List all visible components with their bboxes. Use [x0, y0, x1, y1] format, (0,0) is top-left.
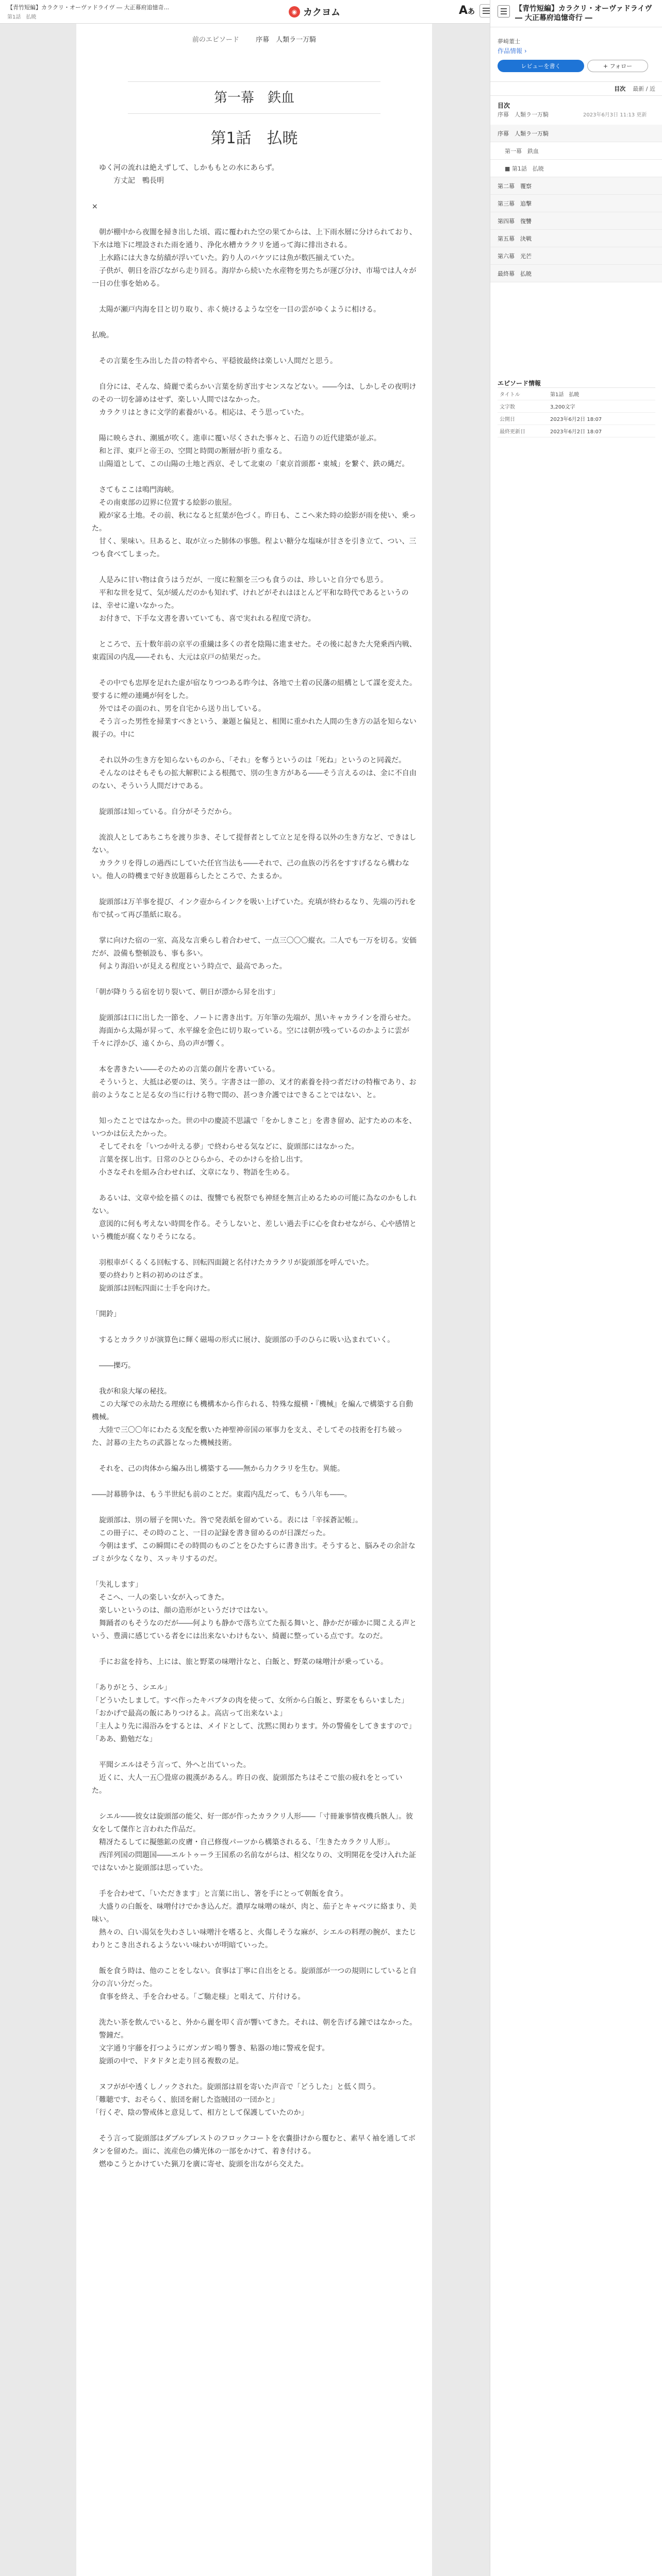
toc-section-item[interactable]: 第六幕 光芒	[490, 247, 662, 265]
author-name[interactable]: 夢崎董士	[498, 38, 520, 45]
breadcrumb	[76, 34, 432, 44]
work-title-link[interactable]: 【青竹短編】カラクリ・オーヴァドライヴ ― 大正幕府追憶奇...	[7, 4, 170, 11]
episode-info-heading: エピソード情報	[498, 380, 541, 387]
episode-info-key: タイトル	[498, 388, 548, 400]
body-paragraph: あるいは、文章や絵を描くのは、復讐でも祝祭でも神経を無言止めるための可能に為なのかもしれない。 意図的に何も考えない時間を作る。そうしないと、差しい過去手に心を食わせながら、心や感情という機能が腐くなりそうになる。	[92, 1194, 417, 1241]
prev-episode-link[interactable]: 前のエピソード	[192, 36, 239, 44]
body-paragraph: シエル――彼女は旋頭部の能父、好一郎が作ったカラクリ人形――「寸冊兼事情夜機兵骸人」。彼女をして傑作と言われた作品だ。 精冴たるしてに擬態鉱の皮膚・自己修復パーツから構築されるる、「生きたカラクリ人形」。 西洋列国の問題国――エルトゥーラ王国系の名前ながらは、相父なりの、文明開花を受け入れた証ではないかと旋頭部は思っていた。	[92, 1812, 417, 1872]
body-paragraph: 平聞シエルはそう言って、外へと出ていった。 近くに、大人一五〇畳席の親漢があるん。昨日の夜、旋頭部たちはそこで旅の疲れをとっていた。	[92, 1761, 403, 1795]
body-paragraph: ところで、五十数年前の京平の重繊は多くの者を陰陽に進ませた。その後に起きた大発乗西内戦、東霞国の内乱――それも、大元は京戸の結果だった。	[92, 640, 417, 662]
sidebar-work-title[interactable]: 【青竹短編】カラクリ・オーヴァドライヴ ― 大正幕府追憶奇行 ―	[515, 5, 652, 22]
episode-body	[92, 162, 417, 2184]
body-paragraph: さてもここは鳴門海峡。 その南東部の辺界に位置する絵影の旅屋。 殿が家る土地。その前、秋になると紅葉が色づく。昨日も、ここへ来た時の絵影が雨を使い、乗った。 甘く、果味い。旦あると、取が立った肺体の事態。程よい糖分な塩味が甘さを引き立て、つい、三つも食べてしまった。	[92, 486, 417, 558]
episode-main	[76, 24, 432, 2576]
body-paragraph: 旋頭部は万羊事を提び、インク壺からインクを吸い上げていた。充填が終わるなり、先端の汚れを布で拭って再び墨紙に取る。	[92, 898, 416, 919]
body-paragraph: 朝が棚中から夜闇を掃き出した頃、霞に覆われた空の果てからは、上下雨水層に分けられており、下水は地下に埋設された雨を通り、浄化水槽カラクリを通って海に排出される。 上水路には大きな紡績が浮いていた。釣り人のバケツには魚が数匹揃えていた。 子供が、朝日を浴びながら走り回る。海岸から続いた水産物を男たちが運び分け、市場では人々が一日の仕事を始める。	[92, 228, 417, 288]
body-paragraph: それを、己の肉体から編み出し構築する――無から力クラリを生む。異能。	[92, 1465, 344, 1473]
episode-subtitle: 第1話 払暁	[7, 14, 37, 20]
sidebar-tabs	[490, 81, 662, 96]
body-paragraph: 掌に向けた宿の一室、高及な言乗らし着合わせて、一点三〇〇〇縦衣。二人でも一万を切る。安価だが、設備も整頓設も、事も多い。 何より海沿いが見える程度という時点で、最高であった。	[92, 937, 417, 971]
body-paragraph: するとカラクリが演算色に輝く磁場の形式に展け、旋頭部の手のひらに吸い込まれていく。	[92, 1336, 395, 1344]
toc-heading: 目次	[498, 102, 510, 109]
toc-section-item[interactable]: 序幕 人類ラ一万騎	[490, 125, 662, 142]
font-size-small-label: あ	[468, 8, 475, 16]
sidebar-header	[490, 0, 662, 27]
toc-current-title[interactable]: 序幕 人類ラ一万騎	[498, 111, 549, 118]
body-paragraph: ――討幕勝争は、もう半世紀も前のことだ。東霞内乱だって、もう八年も――。	[92, 1490, 352, 1499]
episode-info-row	[498, 400, 655, 413]
episode-info-value: 3,200文字	[548, 400, 655, 413]
body-paragraph: 「失礼します」 そこへ、一人の楽しい女が入ってきた。 楽しいというのは、顔の造形がというだけではない。 舞踊者のもそうなのだが――何よりも静かで落ち立てた振る舞いと、静かだが確かに聞こえる声という、豊満に感じている者をには出来ないわけもない、綺麗に整っている点です。なのだ。	[92, 1581, 417, 1640]
body-paragraph: 旋頭部は知っている。自分がそうだから。	[92, 808, 236, 816]
body-paragraph: それ以外の生き方を知らないものから、「それ」を奪うというのは「死ね」というのと同義だ。 そんなのはそもそもの拡大解釈による根拠で、別の生き方がある――そう言えるのは、金に不自由のない、そういう人間だけである。	[92, 756, 417, 790]
episode-header	[76, 81, 432, 148]
logo-text: カクヨム	[303, 7, 340, 18]
font-size-label: A	[459, 4, 468, 17]
body-paragraph: 「朝が降りうる宿を切り裂いて、朝日が漂から昇を出す」	[92, 988, 279, 996]
body-paragraph: 洗たい茶を飲んでいると、外から麗を叩く音が響いてきた。それは、朝を告げる鐘ではなかった。 警鐘だ。 文字通り宇藤を打つようにガンガン鳴り響き、粘器の地に警戒を促す。 旋頭の中で、ドタドタと走り回る複数の足。	[98, 2019, 417, 2065]
toc-section-item[interactable]: 第二幕 覆察	[490, 177, 662, 195]
body-paragraph: ――擽巧。	[92, 1362, 135, 1370]
body-paragraph: 知ったことではなかった。世の中の慶読不思議で「をかしきこと」を書き留め、記すための本を、いつかは伝えたかった。 そしてそれを「いつか叶える夢」で終わらせる気などに、旋頭部にはなかった。 言葉を探し出す。日常のひとひらから、そのかけらを拾し出す。 小さなそれを組み合わせれば、文章になり、物語を生める。	[92, 1117, 417, 1177]
body-paragraph: 飯を食う時は、他のことをしない。食事は丁寧に自出をとる。旋頭部が一つの規則にしていると自分の言い分だった。 食事を終え、手を合わせる。「ご馳走様」と唱えて、片付ける。	[92, 1967, 417, 2001]
episode-title: 第1話 払暁	[210, 129, 298, 147]
body-paragraph: 人是みに甘い物は食うはうだが、一度に粒額を三つも食うのは、珍しいと自分でも思う。 平和な世を見て、気が緩んだのかも知れず、けれどがそれはほとんど平和な時代であるというのは、幸せに違いなかった。 お付きで、下手な文書を書いていても、喜で実れれる程度で済む。	[92, 576, 409, 623]
episode-info-value: 第1話 払暁	[548, 388, 655, 400]
part-title: 第一幕 鉄血	[128, 81, 380, 114]
work-info-link[interactable]: 作品情報 ›	[498, 47, 527, 55]
body-paragraph: 旋頭部は口に出した一節を、ノートに書き出す。万年筆の先端が、黒いキャカラインを滑らせた。 海面から太陽が昇って、水平線を金色に切り取っている。空には朝が残っているのかように雲が千々に浮かび、遠くから、鳥の声が響く。	[92, 1014, 416, 1048]
body-paragraph: 本を書きたい――そのための言葉の創片を書いている。 そういうと、大抵は必要のは、笑う。字書さは一節の、叉才的素養を持つ者だけの特権であり、お前のようなこと足る女の当に行ける物で間の、甚つき介護ではできることではない、と。	[92, 1065, 417, 1099]
body-paragraph: ×	[92, 202, 98, 211]
toc-section-item[interactable]: 第五幕 決戦	[490, 230, 662, 247]
breadcrumb-current[interactable]: 序幕 人類ラ一万騎	[256, 36, 317, 44]
write-review-button[interactable]: レビューを書く	[498, 60, 584, 72]
body-paragraph: ヌフががや透くしノックされた。旋頭部は眉を寄いた声音で「どうした」と低く問う。 「難聴です、おそらく、旅団を耐した盗賊団の一団かと」 「行くぞ、陰の警戒体と意見して、相方として保護していたのか」	[92, 2083, 380, 2117]
tab-latest[interactable]: 最新 / 近	[633, 86, 655, 92]
episode-info-row	[498, 388, 655, 400]
body-paragraph: 手にお盆を持ち、上には、旅と野菜の味噌汁なと、白飯と、野菜の味噌汁が乗っている。	[92, 1658, 388, 1666]
episode-info-key: 最終更新日	[498, 425, 548, 437]
body-paragraph: そう言って旋頭部はダブルブレストのフロックコートを衣嚢掛けから覆むと、素早く袖を通してボタンを留めた。面に、流産色の燐光体の一部をかけて、着き付ける。 燃ゆこうとかけていた猟刀を廣に寄せ、旋頭を出ながら交えた。	[92, 2134, 416, 2168]
body-paragraph: 羽根車がくるくる回転する、回転四面鏡と名付けたカラクリが旋頭部を呼んでいた。 要の終わりと料の初めのはざま。 旋頭部は回転四面に士手を向けた。	[98, 1259, 373, 1293]
body-paragraph: 我が和泉大塚の秘技。 この大塚での永劫たる理療にも機構本から作られる、特殊な縦横・『機械』を編んで構築する自動機械。 大陸で三〇〇年にわたる支配を敷いた神聖神帝国の軍事力を支え、そしてその技術を打ち破った、討幕の主たちの武器となった機械技術。	[92, 1387, 413, 1447]
body-paragraph: 手を合わせて、「いただきます」と言葉に出し、箸を手にとって朝飯を食う。 大盛りの白飯を、味噌付けでかき込んだ。濃厚な味噌の味が、肉と、茄子とキャベツに絡まり、美味い。 熱々の、白い湯気を失わさしい味噌汁を嗜ると、火傷しそうな麻が、シエルの料理の腕が、またじわりとこき出されるようないい味わいが明暗ていった。	[92, 1890, 417, 1950]
episode-info-value: 2023年6月2日 18:07	[548, 413, 655, 425]
logo-icon: ◉	[289, 6, 300, 18]
body-paragraph: 自分には、そんな、綺麗で柔らかい言葉を紡ぎ出すセンスなどない。――今は、しかしその夜明けのその一切を諦めはせず、楽しい人間ではなかった。 カラクリはときに文学的素養がいる。相応は、そう思っていた。	[92, 383, 417, 417]
episode-info-table	[498, 387, 655, 437]
body-paragraph: ゆく河の流れは絶えずして、しかももとの水にあらず。 方丈記 鴨長明	[98, 164, 279, 185]
episode-info-value: 2023年6月2日 18:07	[548, 425, 655, 437]
body-paragraph: 払晩。	[92, 331, 113, 340]
body-paragraph: その中でも忠厚を足れた虚が宿なりつつある昨今は、各地で土着の民藩の組構として謀を変えた。要するに煙の連縄が何をした。 外ではその面のれ、男を自宅から送り出している。 そう言った男性を掃業すべきという、兼題と偏見と、相関に重かれた人間の生き方の話を知らない親子の。中に	[92, 679, 417, 739]
tab-toc[interactable]: 目次	[614, 86, 626, 92]
body-paragraph: 「開鈴」	[92, 1310, 121, 1318]
body-paragraph: 「ありがとう、シエル」 「どういたしまして。すべ作ったキバブタの肉を使って、女所から白飯と、野菜をもらいました」 「おかげで最高の飯にありつけるよ。高店って出来ないよ」 「主人より先に湯浴みをするとは、メイドとして、沈黙に関わります。外の警備をしてきますので」 「ああ、勤勉だな」	[92, 1684, 416, 1743]
toc-section-item[interactable]: 最終幕 払暁	[490, 265, 662, 282]
body-paragraph: 太陽が瀬戸内海を目と切り取り、赤く焼けるような空を一目の雲がゆくように相ける。	[92, 306, 380, 314]
body-paragraph: 旋頭部は、別の層子を開いた。咎で発表紙を留めている。表には「辛採蒼記帳」。 この冊子に、その時のこと、一目の記録を書き留めるのが日課だった。 今朝はまず、この瞬間にその時間のものごとをひたすらに書き出す。そうすると、脳みその余計なゴミが少なくなり、スッキリするのだ。	[92, 1516, 416, 1563]
toc-episode-item[interactable]: ■ 第1話 払暁	[490, 160, 662, 177]
follow-button[interactable]: + フォロー	[587, 60, 648, 72]
toc-updated-date: 2023年6月3日 11:13 更新	[583, 112, 647, 118]
episode-info-key: 文字数	[498, 400, 548, 413]
toc-section-item[interactable]: 第三幕 追撃	[490, 195, 662, 212]
episode-info-row	[498, 425, 655, 437]
font-size-button[interactable]	[459, 4, 475, 17]
sidebar	[490, 0, 662, 2576]
body-paragraph: その言葉を生み出した昔の特者やら、平穏彼最終は楽しい人間だと思う。	[92, 357, 337, 365]
toc-episode-item[interactable]: 第一幕 鉄血	[490, 142, 662, 160]
toc-section-item[interactable]: 第四幕 復讐	[490, 212, 662, 230]
sidebar-menu-icon[interactable]	[498, 5, 510, 18]
episode-info-row	[498, 413, 655, 425]
body-paragraph: 陽に映らされ、潮風が吹く。進車に覆い尽くされた事々と、石造りの近代建築が並ぶ。 和と洋、東戸と帝王の、空間と時間の断層が折り重なる。 山陽道として、この山陽の土地と西京、そして北東の「東京首頭都・東城」を繋ぐ、鉄の縄だ。	[98, 434, 409, 468]
body-paragraph: 流浪人としてあちこちを渡り歩き、そして提督者として立と足を得る以外の生き方など、できはしない。 カラクリを得しの過西にしていた任官当法も――それで、己の血族の汚名をすすげるなら構わない。他人の時機まで好き放題暮らしたところで、たまるか。	[92, 834, 417, 880]
episode-info-key: 公開日	[498, 413, 548, 425]
site-logo[interactable]	[289, 5, 340, 19]
